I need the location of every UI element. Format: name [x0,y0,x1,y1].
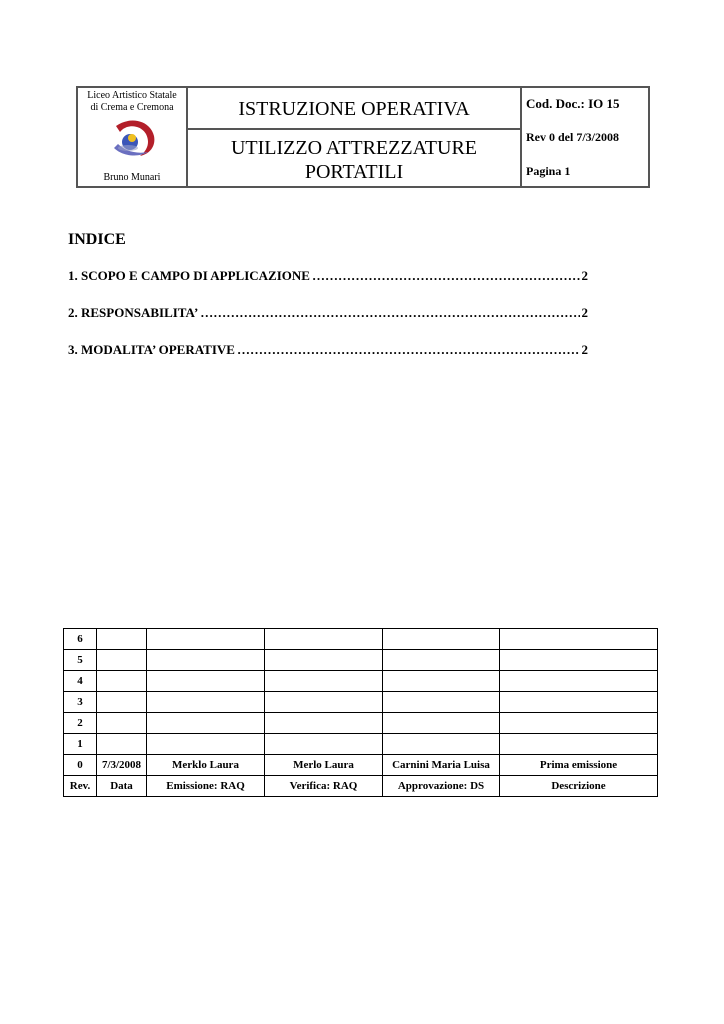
approval-cell [383,734,500,755]
date-cell [97,713,147,734]
verification-header: Verifica: RAQ [265,776,383,797]
description-cell [500,734,658,755]
verification-cell [265,692,383,713]
rev-cell: 1 [64,734,97,755]
date-cell [97,692,147,713]
emission-cell: Merklo Laura [147,755,265,776]
doc-type: ISTRUZIONE OPERATIVA [188,88,520,130]
meta-cell [522,88,648,186]
rev-cell: 2 [64,713,97,734]
index-title: INDICE [68,231,126,248]
emission-cell [147,692,265,713]
emission-header: Emissione: RAQ [147,776,265,797]
doc-revision: Rev 0 del 7/3/2008 [526,130,619,144]
school-name: Liceo Artistico Statale di Crema e Cremona [87,90,177,113]
description-cell [500,671,658,692]
emission-cell [147,650,265,671]
approval-cell [383,650,500,671]
rev-header: Rev. [64,776,97,797]
rev-cell: 0 [64,755,97,776]
rev-cell: 5 [64,650,97,671]
toc-entry-page: 2 [581,342,588,357]
date-header: Data [97,776,147,797]
verification-cell [265,650,383,671]
toc-entry-label: 2. RESPONSABILITA’ [68,305,199,320]
toc-entry[interactable] [68,342,588,379]
verification-cell: Merlo Laura [265,755,383,776]
toc-entry-page: 2 [581,268,588,283]
toc-entry[interactable] [68,268,588,305]
doc-code: Cod. Doc.: IO 15 [526,96,620,111]
toc-entry-label: 3. MODALITA’ OPERATIVE [68,342,235,357]
title-cell [188,88,522,186]
date-cell [97,734,147,755]
approval-cell [383,692,500,713]
date-cell: 7/3/2008 [97,755,147,776]
table-row [64,734,658,755]
table-row [64,755,658,776]
description-cell [500,629,658,650]
description-cell [500,650,658,671]
emission-cell [147,713,265,734]
doc-title: UTILIZZO ATTREZZATURE PORTATILI [230,137,478,183]
approval-cell: Carnini Maria Luisa [383,755,500,776]
description-header: Descrizione [500,776,658,797]
description-cell [500,713,658,734]
toc-entry-page: 2 [581,305,588,320]
approval-header: Approvazione: DS [383,776,500,797]
emission-cell [147,671,265,692]
approval-cell [383,713,500,734]
table-row [64,692,658,713]
school-cell [78,88,188,186]
toc-entry-label: 1. SCOPO E CAMPO DI APPLICAZIONE [68,268,310,283]
toc-leader [200,305,579,321]
date-cell [97,671,147,692]
description-cell [500,692,658,713]
table-header-row [64,776,658,797]
school-logo-icon [110,118,158,158]
verification-cell [265,734,383,755]
revision-table [63,628,658,797]
date-cell [97,629,147,650]
school-author: Bruno Munari [103,172,161,183]
verification-cell [265,713,383,734]
date-cell [97,650,147,671]
doc-page: Pagina 1 [526,164,571,178]
emission-cell [147,734,265,755]
verification-cell [265,671,383,692]
table-row [64,650,658,671]
table-row [64,629,658,650]
rev-cell: 4 [64,671,97,692]
emission-cell [147,629,265,650]
table-row [64,671,658,692]
toc-entry[interactable] [68,305,588,342]
toc-leader [237,342,580,358]
document-header [76,86,650,188]
verification-cell [265,629,383,650]
approval-cell [383,671,500,692]
table-of-contents [68,268,588,379]
approval-cell [383,629,500,650]
description-cell: Prima emissione [500,755,658,776]
rev-cell: 6 [64,629,97,650]
rev-cell: 3 [64,692,97,713]
toc-leader [312,268,580,284]
table-row [64,713,658,734]
